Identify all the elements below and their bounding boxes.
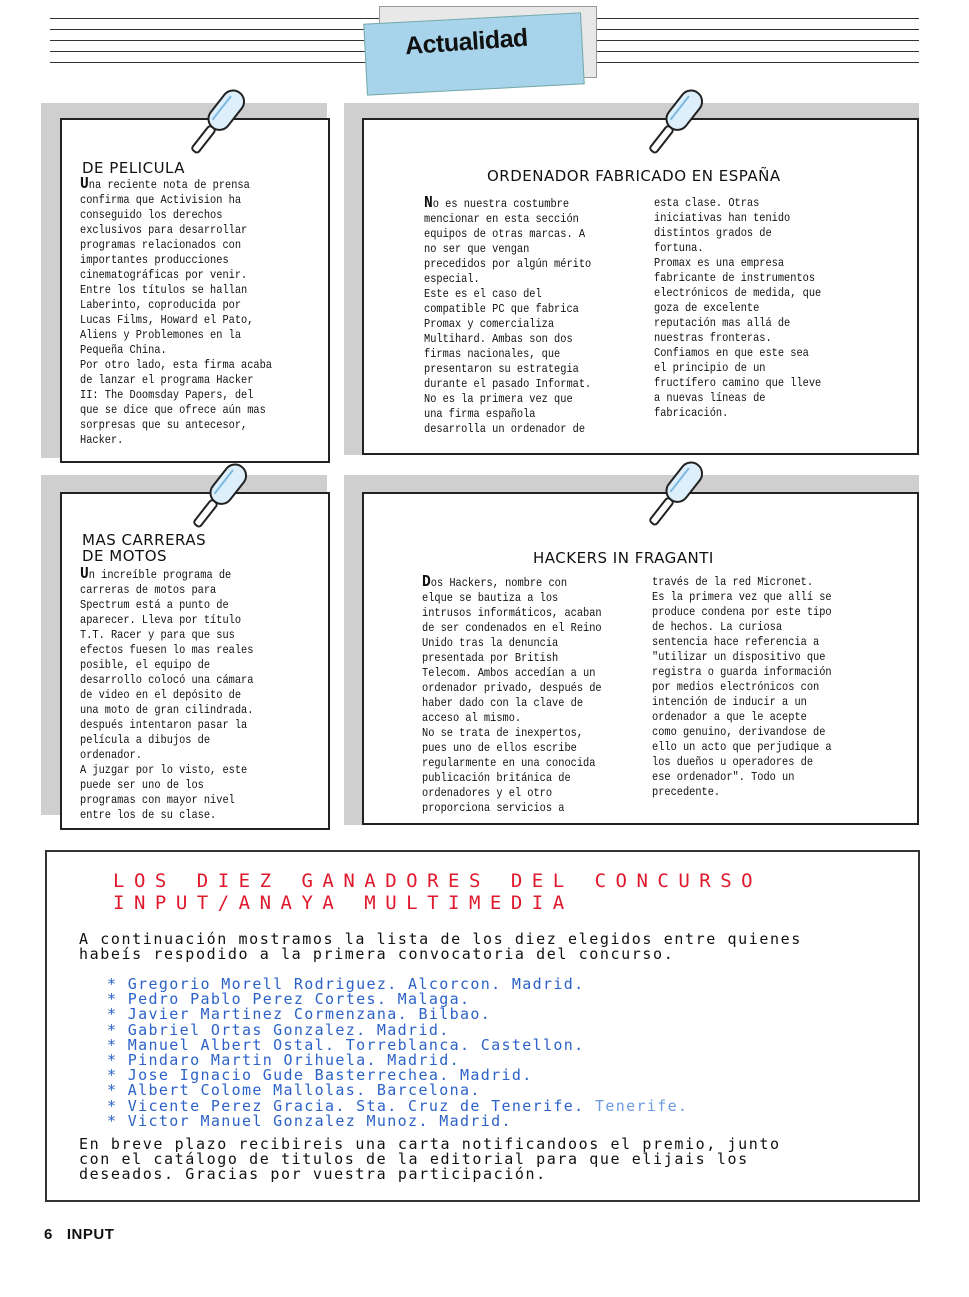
list-item: * Albert Colome Mallolas. Barcelona.: [107, 1081, 481, 1100]
article-title: DE PELICULA: [82, 159, 186, 177]
popsicle-icon: [636, 456, 710, 534]
list-item: * Jose Ignacio Gude Basterrechea. Madrid.: [107, 1066, 533, 1085]
article-body: Un increíble programa de carreras de motos para Spectrum está a punto de aparecer. Lleva por título T.T. Racer y para que sus efectos fuesen lo mas reales posible, el equipo de desarrollo colocó una cámara de video en el depósito de una moto de gran cilindrada. después intentaron pasar la película a dibujos de ordenador. A juzgar por lo visto, este puede ser uno de los programas con mayor nivel entre los de su clase.: [80, 565, 254, 822]
list-item: * Victor Manuel Gonzalez Munoz. Madrid.: [107, 1111, 512, 1130]
list-item: * Vicente Perez Gracia. Sta. Cruz de Tenerife. Tenerife.: [107, 1096, 689, 1115]
list-item: * Manuel Albert Ostal. Torreblanca. Castellon.: [107, 1035, 585, 1054]
list-item: * Pedro Pablo Perez Cortes. Malaga.: [107, 990, 471, 1009]
dropcap: N: [424, 194, 433, 213]
contest-title-line-2: INPUT/ANAYA MULTIMEDIA: [113, 892, 574, 914]
article-col-2: través de la red Micronet. Es la primera vez que allí se produce condena por este tipo de hechos. La curiosa sentencia hace referencia a "utilizar un dispositivo que registra o guarda información por medios electrónicos con intención de inducir a un ordenador a que le acepte como genuino, derivandose de ello un acto que perjudique a los dueños u operadores de ese ordenador". Todo un precedente.: [652, 575, 832, 799]
page-footer: [44, 1226, 114, 1243]
article-col-2: esta clase. Otras iniciativas han tenido distintos grados de fortuna. Promax es una empresa fabricante de instrumentos electrónicos de medida, que goza de excelente reputación mas allá de nuestras fronteras. Confiamos en que este sea el principio de un fructífero camino que lleve a nuevas líneas de fabricación.: [654, 196, 822, 420]
winners-list: [107, 977, 688, 1129]
section-tab: [365, 6, 597, 90]
article-col-1: No es nuestra costumbre mencionar en esta sección equipos de otras marcas. A no ser que vengan precedidos por algún mérito especial. Este es el caso del compatible PC que fabrica Promax y comercializa Multihard. Ambas son dos firmas nacionales, que presentaron su estrategia durante el pasado Informat. No es la primera vez que una firma española desarrolla un ordenador de: [424, 194, 592, 436]
contest-outro: En breve plazo recibireis una carta notificandoos el premio, junto con el catálogo de titulos de la editorial para que elijais los deseados. Gracias por vuestra participación.: [79, 1135, 781, 1183]
dropcap: U: [80, 565, 89, 584]
article-col-1: Dos Hackers, nombre con elque se bautiza a los intrusos informáticos, acaban de ser condenados en el Reino Unido tras la denuncia presentada por British Telecom. Ambos accedían a un ordenador privado, después de haber dado con la clave de acceso al mismo. No se trata de inexpertos, pues uno de ellos escribe regularmente en una conocida publicación británica de ordenadores y el otro proporciona servicios a: [422, 573, 602, 815]
page-number: 6: [44, 1226, 53, 1243]
popsicle-icon: [178, 84, 252, 162]
popsicle-icon: [636, 84, 710, 162]
contest-panel: [45, 850, 920, 1202]
list-item: * Pindaro Martin Orihuela. Madrid.: [107, 1050, 460, 1069]
list-item: * Gabriel Ortas Gonzalez. Madrid.: [107, 1020, 450, 1039]
contest-intro: A continuación mostramos la lista de los diez elegidos entre quienes habeís respodido a la primera convocatoria del concurso.: [79, 930, 802, 963]
article-body: Una reciente nota de prensa confirma que Activision ha conseguido los derechos exclusivos para desarrollar programas relacionados con importantes producciones cinematográficas por venir. Entre los títulos se hallan Laberinto, coproducida por Lucas Films, Howard el Pato, Aliens y Problemones en la Pequeña China. Por otro lado, esta firma acaba de lanzar el programa Hacker II: The Doomsday Papers, del que se dice que ofrece aún mas sorpresas que su antecesor, Hacker.: [80, 175, 272, 447]
section-title: Actualidad: [404, 23, 529, 61]
magazine-name: INPUT: [66, 1226, 115, 1243]
article-title: MAS CARRERAS DE MOTOS: [82, 531, 207, 565]
contest-title-line-1: LOS DIEZ GANADORES DEL CONCURSO: [113, 870, 763, 892]
popsicle-icon: [180, 458, 254, 536]
list-item: * Gregorio Morell Rodriguez. Alcorcon. Madrid.: [107, 975, 585, 993]
article-title: HACKERS IN FRAGANTI: [533, 549, 714, 567]
list-item: * Javier Martinez Cormenzana. Bilbao.: [107, 1005, 492, 1024]
article-title: ORDENADOR FABRICADO EN ESPAÑA: [487, 167, 781, 185]
dropcap: U: [80, 175, 89, 194]
dropcap: D: [422, 573, 431, 592]
